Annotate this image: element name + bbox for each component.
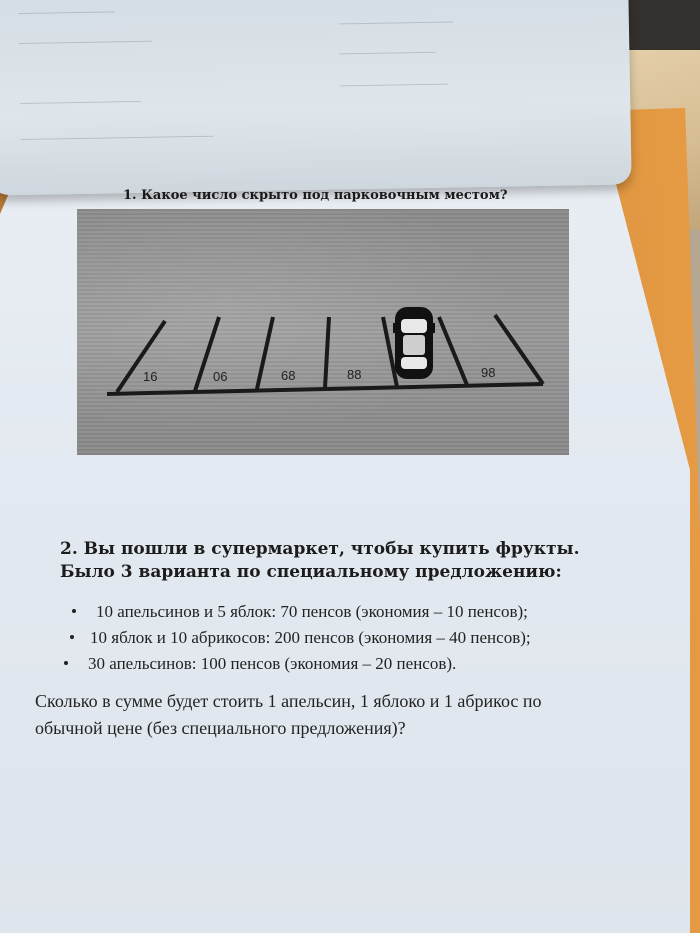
question-2-heading [60,538,660,584]
parking-photo [77,209,569,455]
spot-number: 68 [281,368,296,383]
offer-item [60,600,680,626]
car-icon [393,307,435,379]
offer-item [60,626,680,652]
offers-list [60,600,680,678]
bullet-icon [64,661,68,665]
bullet-icon [70,635,74,639]
parking-divider [439,317,467,385]
question-2-heading-line-1: 2. Вы пошли в супермаркет, чтобы купить фрукты. [60,539,580,559]
faint-text: ──────────────── [18,7,116,20]
faint-text: ──────────────────── [20,96,141,110]
question-2-prompt [35,688,675,742]
question-2-heading-line-2: Было 3 варианта по специальному предложению: [60,562,562,582]
question-1-title: 1. Какое число скрыто под парковочным местом? [123,188,508,203]
question-2-prompt-line-2: обычной цене (без специального предложения)? [35,718,406,738]
spot-number: 06 [213,369,228,384]
parking-divider [495,315,543,384]
spot-number: 98 [481,365,496,380]
question-2-prompt-line-1: Сколько в сумме будет стоить 1 апельсин, 1 яблоко и 1 абрикос по [35,691,542,711]
spot-number: 16 [143,369,158,384]
parking-divider [325,317,329,388]
faint-text: ──────────────────────────────── [20,131,214,146]
faint-text: ─────────────────── [338,17,454,31]
parking-lot-drawing [77,209,569,455]
faint-text: ────────────────── [339,79,449,93]
spot-number: 88 [347,367,362,382]
faint-text: ──────────────── [339,47,436,61]
offer-text: 30 апельсинов: 100 пенсов (экономия – 20 пенсов). [88,654,457,673]
offer-item [60,652,680,678]
offer-text: 10 яблок и 10 абрикосов: 200 пенсов (экономия – 40 пенсов); [90,628,531,647]
bullet-icon [72,609,76,613]
parking-divider [117,321,165,392]
parking-divider [257,317,273,389]
folded-page[interactable] [0,0,632,196]
faint-text: ────────────────────── [19,36,152,50]
offer-text: 10 апельсинов и 5 яблок: 70 пенсов (экономия – 10 пенсов); [96,602,528,621]
